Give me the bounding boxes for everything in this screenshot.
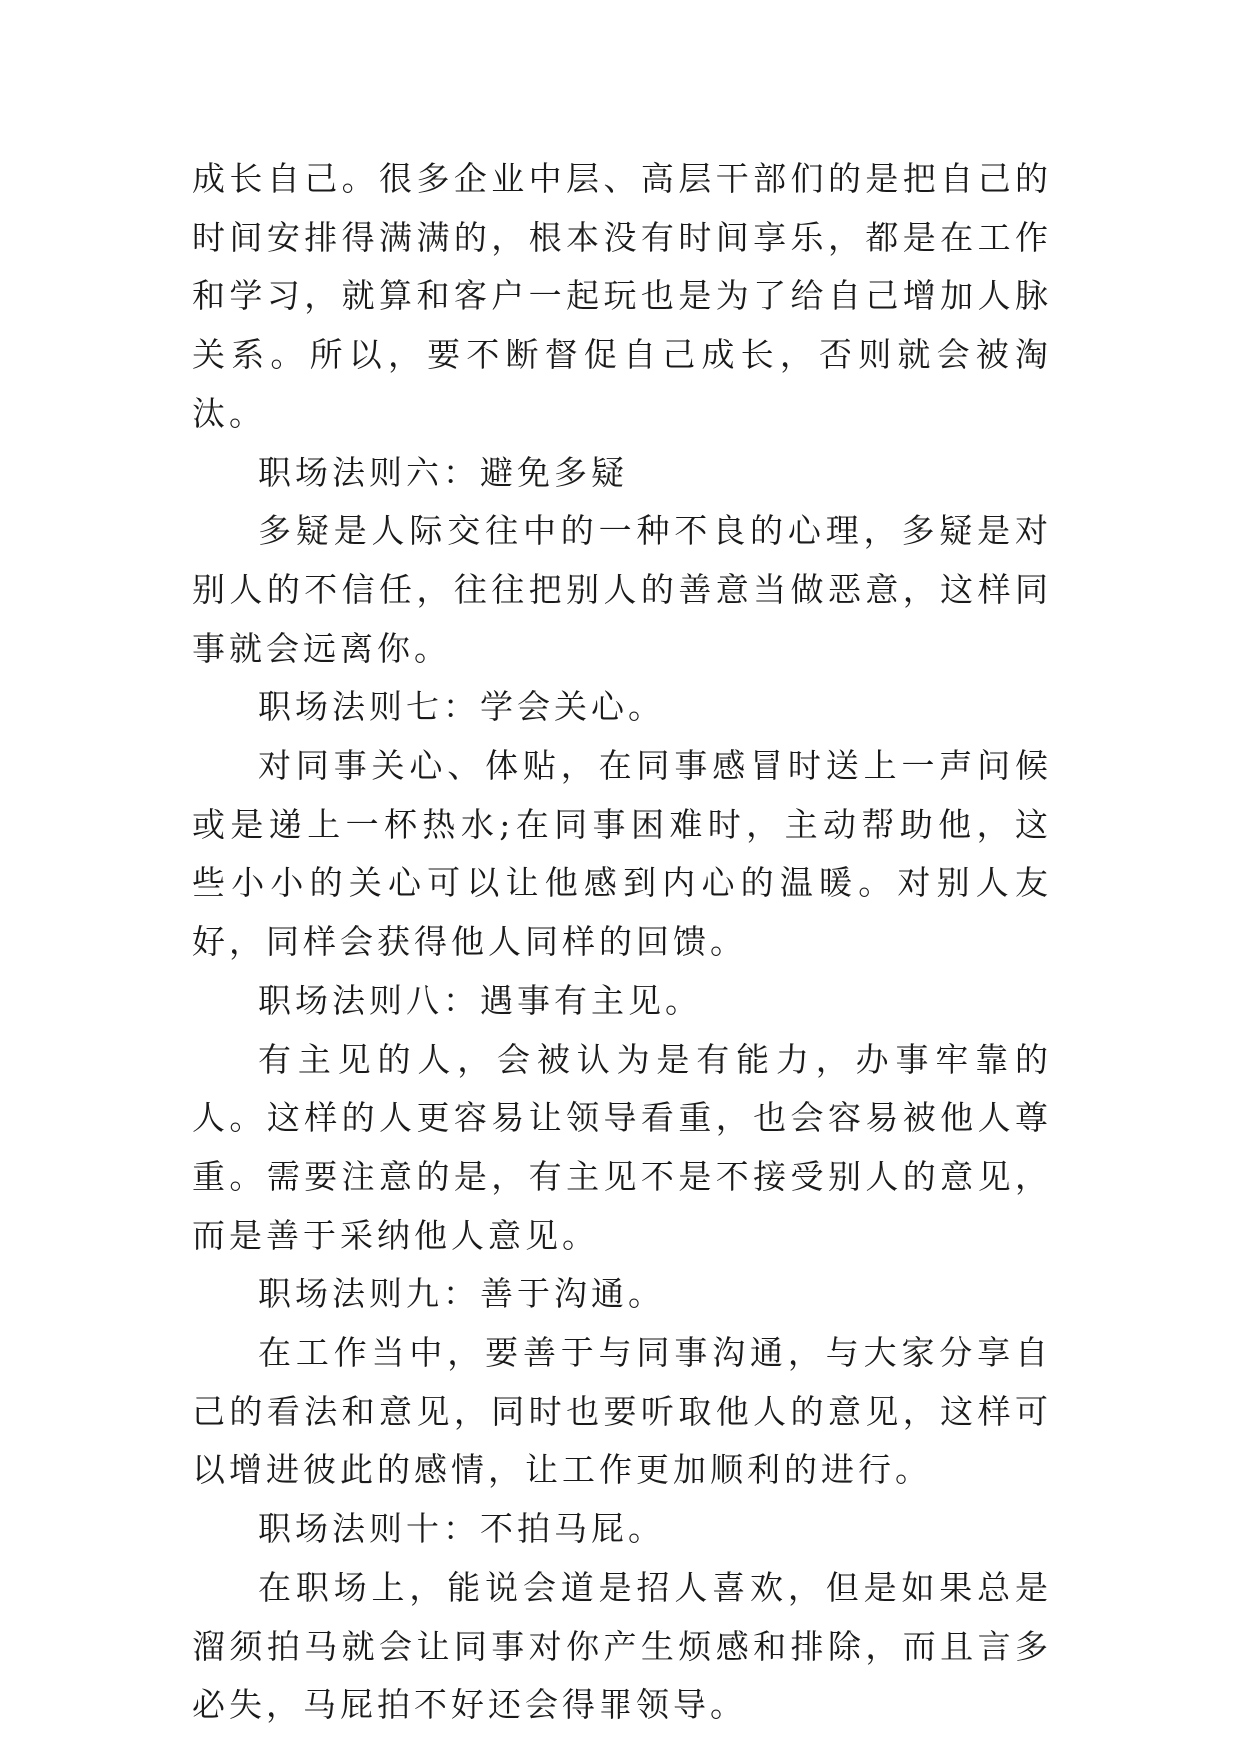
paragraph-continued: 成长自己。很多企业中层、高层干部们的是把自己的时间安排得满满的，根本没有时间享乐，都是在工作和学习，就算和客户一起玩也是为了给自己增加人脉关系。所以，要不断督促自己成长，否则就会被淘汰。 — [192, 159, 1052, 433]
section-heading-rule-6: 职场法则六：避免多疑 — [258, 452, 628, 492]
section-heading-rule-10: 职场法则十：不拍马屁。 — [258, 1509, 665, 1549]
section-heading-rule-8: 职场法则八：遇事有主见。 — [258, 980, 702, 1020]
paragraph-rule-7: 对同事关心、体贴，在同事感冒时送上一声问候或是递上一杯热水;在同事困难时，主动帮助他，这些小小的关心可以让他感到内心的温暖。对别人友好，同样会获得他人同样的回馈。 — [192, 746, 1052, 962]
paragraph-rule-10: 在职场上，能说会道是招人喜欢，但是如果总是溜须拍马就会让同事对你产生烦感和排除，而且言多必失，马屁拍不好还会得罪领导。 — [192, 1567, 1052, 1725]
document-body — [192, 150, 1052, 1735]
paragraph-rule-6: 多疑是人际交往中的一种不良的心理，多疑是对别人的不信任，往往把别人的善意当做恶意，这样同事就会远离你。 — [192, 511, 1052, 668]
section-heading-rule-7: 职场法则七：学会关心。 — [258, 687, 665, 727]
section-heading-rule-9: 职场法则九：善于沟通。 — [258, 1274, 665, 1314]
paragraph-rule-8: 有主见的人，会被认为是有能力，办事牢靠的人。这样的人更容易让领导看重，也会容易被他人尊重。需要注意的是，有主见不是不接受别人的意见，而是善于采纳他人意见。 — [192, 1039, 1052, 1255]
paragraph-rule-9: 在工作当中，要善于与同事沟通，与大家分享自己的看法和意见，同时也要听取他人的意见，这样可以增进彼此的感情，让工作更加顺利的进行。 — [192, 1333, 1052, 1490]
